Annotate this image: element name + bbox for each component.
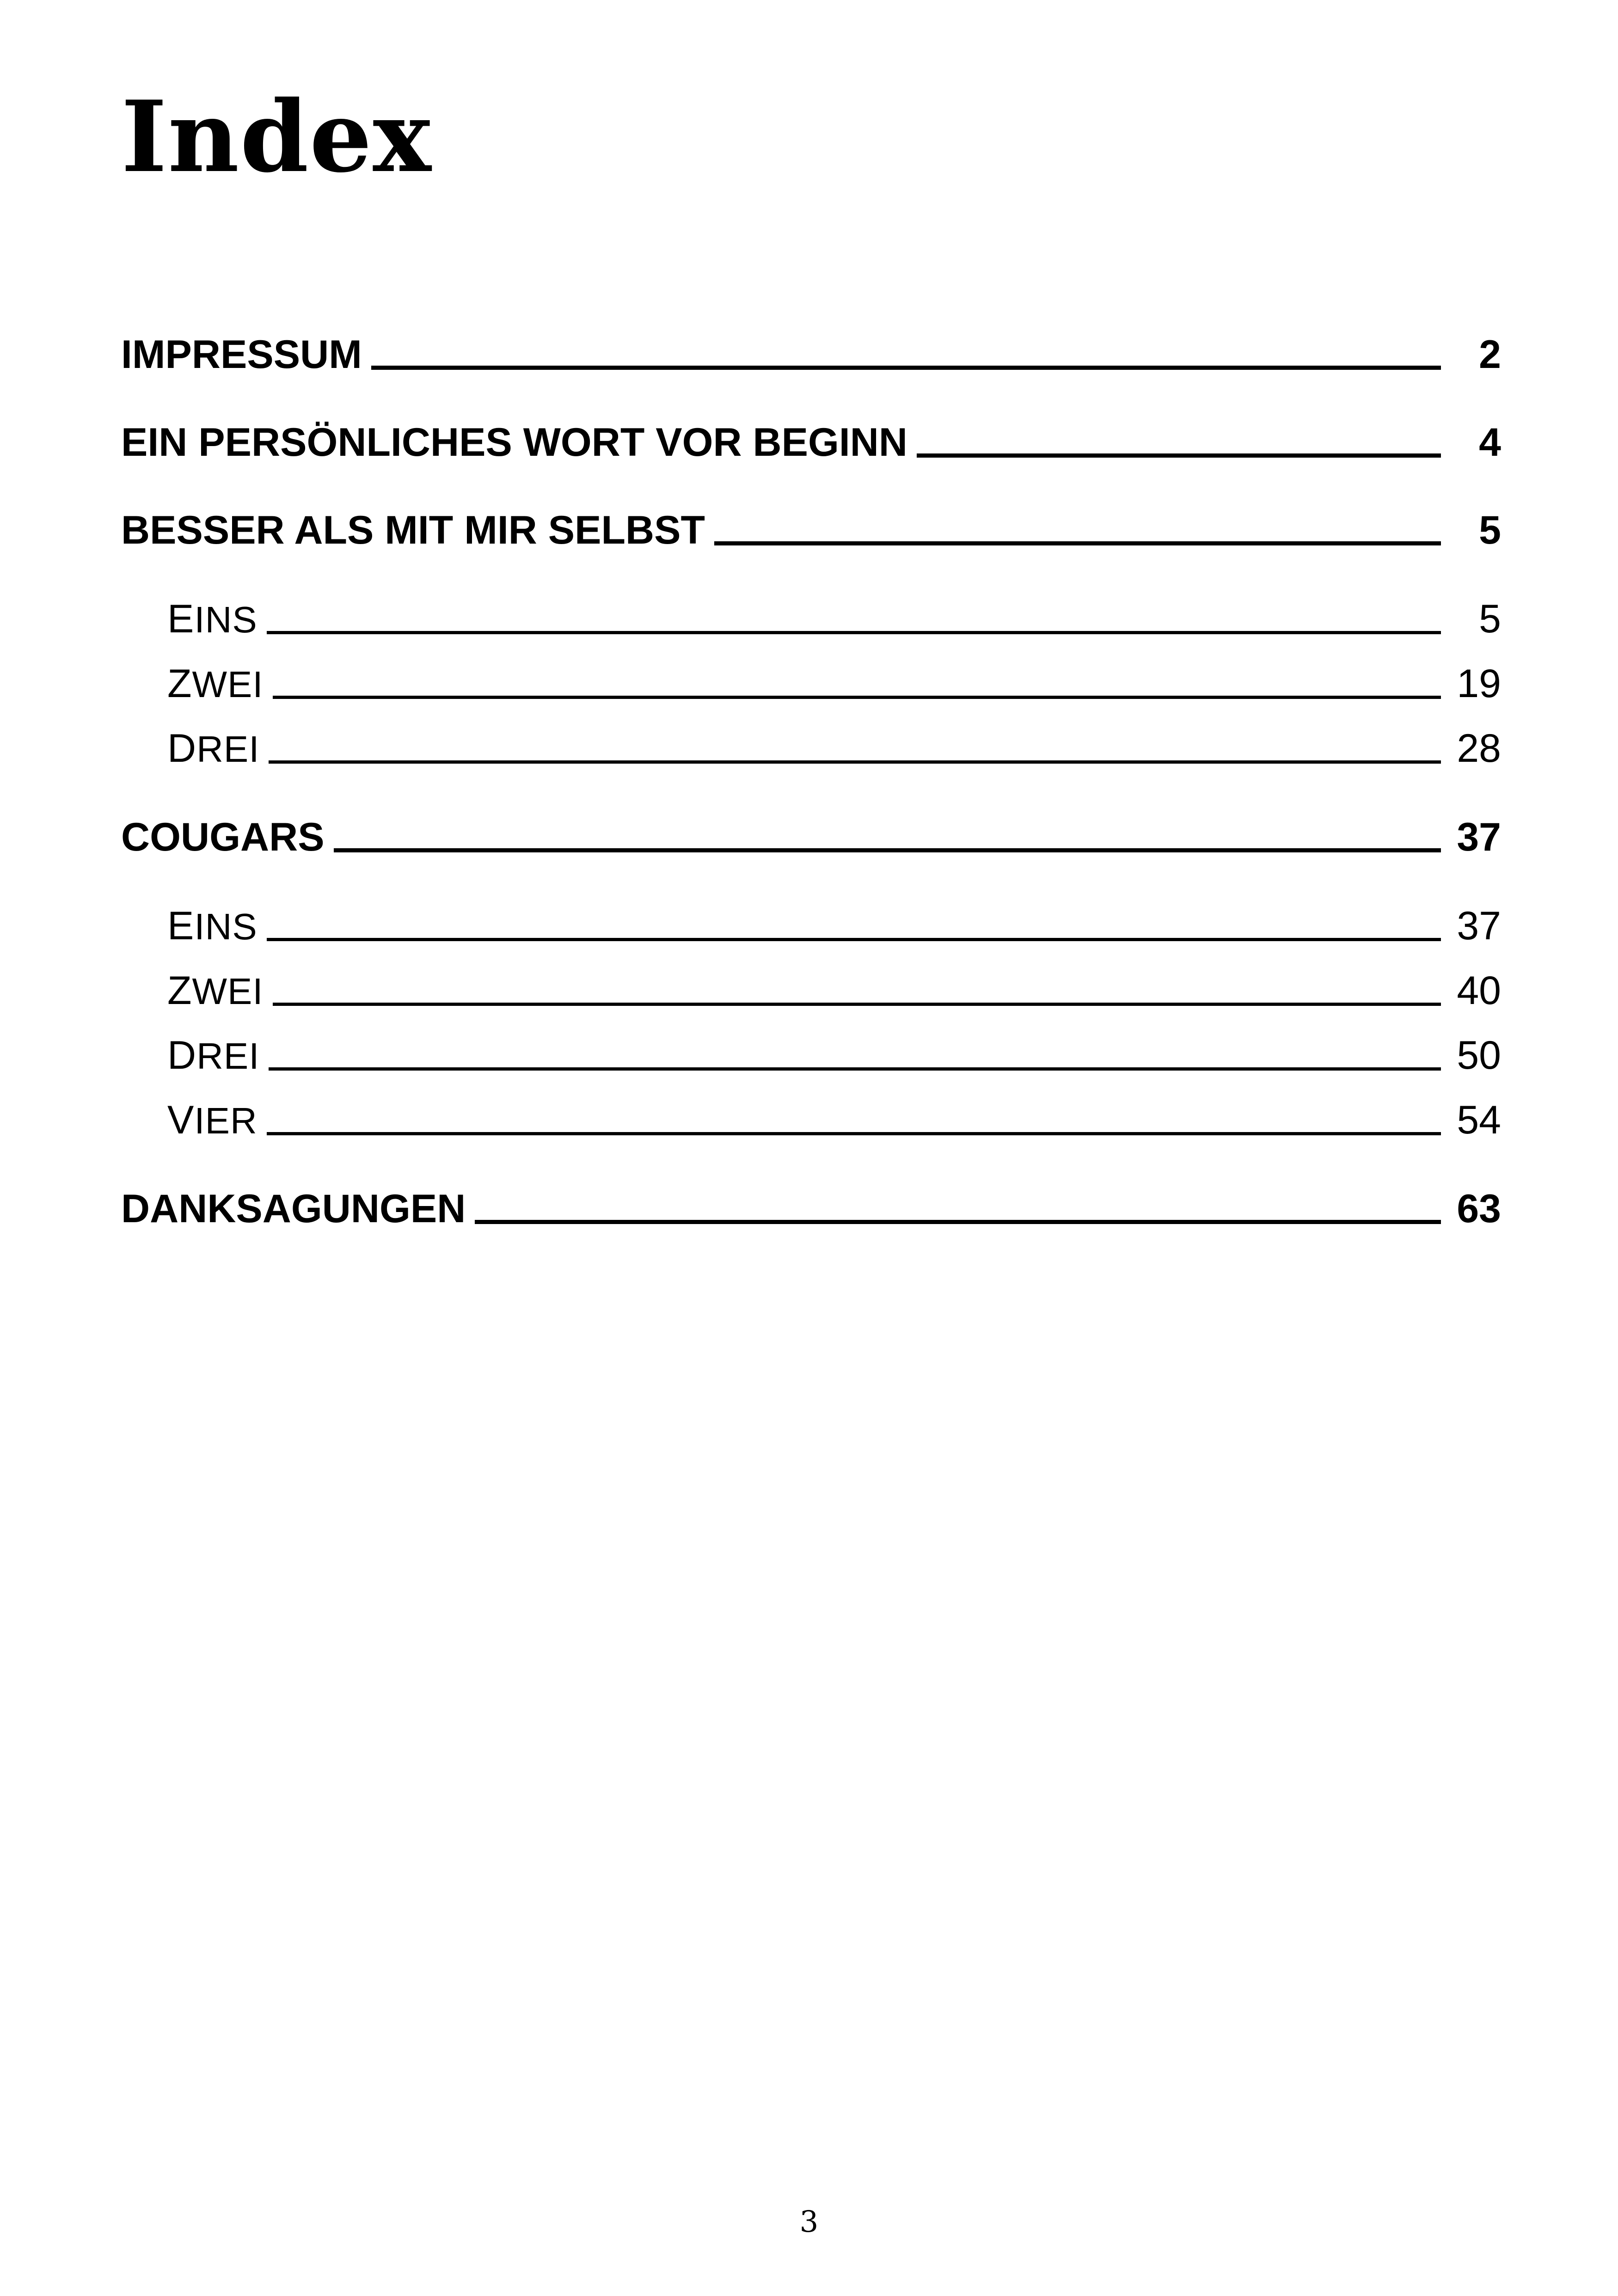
toc-entry-label: DANKSAGUNGEN <box>121 1187 466 1231</box>
toc-entry-page: 19 <box>1457 661 1501 706</box>
toc-entry-page: 28 <box>1457 726 1501 771</box>
toc-leader-line <box>269 760 1441 764</box>
toc-entry-impressum[interactable] <box>121 324 1501 377</box>
toc-entry-cougars[interactable] <box>121 806 1501 857</box>
toc-leader-line <box>269 1067 1441 1071</box>
toc-leader-line <box>267 1132 1441 1135</box>
toc-entry-label: DREI <box>167 726 260 771</box>
toc-subentry-besser-zwei[interactable] <box>167 653 1501 704</box>
toc-entry-label: EINS <box>167 597 257 641</box>
toc-leader-line <box>273 696 1441 699</box>
toc-entry-label: IMPRESSUM <box>121 332 362 377</box>
toc-entry-page: 50 <box>1457 1033 1501 1078</box>
toc-entry-besser-als-mit-mir-selbst[interactable] <box>121 499 1501 550</box>
page-title: Index <box>121 79 432 194</box>
toc-entry-page: 4 <box>1479 420 1501 465</box>
toc-entry-page: 37 <box>1457 904 1501 948</box>
toc-leader-line <box>917 453 1441 458</box>
toc-leader-line <box>334 848 1441 852</box>
toc-subentry-besser-eins[interactable] <box>167 588 1501 639</box>
toc-entry-label: DREI <box>167 1033 260 1078</box>
toc-entry-label: ZWEI <box>167 968 264 1013</box>
toc-subentry-cougars-drei[interactable] <box>167 1024 1501 1078</box>
toc-entry-page: 2 <box>1479 332 1501 377</box>
toc-leader-line <box>371 366 1441 370</box>
toc-entry-label: ZWEI <box>167 661 264 706</box>
toc-entry-persoenliches-wort[interactable] <box>121 411 1501 465</box>
toc-leader-line <box>267 938 1441 941</box>
page-number: 3 <box>799 2205 819 2239</box>
toc-entry-page: 5 <box>1479 508 1501 552</box>
toc-entry-page: 40 <box>1457 968 1501 1013</box>
toc-subentry-cougars-vier[interactable] <box>167 1089 1501 1140</box>
toc-leader-line <box>475 1220 1441 1224</box>
toc-subentry-cougars-zwei[interactable] <box>167 960 1501 1013</box>
toc-entry-label: EIN PERSÖNLICHES WORT VOR BEGINN <box>121 420 908 465</box>
toc-entry-label: COUGARS <box>121 815 325 859</box>
toc-subentry-cougars-eins[interactable] <box>167 895 1501 946</box>
toc-entry-label: BESSER ALS MIT MIR SELBST <box>121 508 705 552</box>
toc-entry-page: 37 <box>1457 815 1501 859</box>
toc-leader-line <box>273 1003 1441 1006</box>
toc-entry-label: EINS <box>167 904 257 948</box>
toc-entry-page: 5 <box>1479 597 1501 641</box>
toc-entry-label: VIER <box>167 1098 257 1142</box>
toc-entry-page: 54 <box>1457 1098 1501 1142</box>
toc-entry-page: 63 <box>1457 1187 1501 1231</box>
toc-entry-danksagungen[interactable] <box>121 1178 1501 1229</box>
toc-leader-line <box>714 541 1441 545</box>
toc-subentry-besser-drei[interactable] <box>167 717 1501 771</box>
toc-leader-line <box>267 631 1441 634</box>
